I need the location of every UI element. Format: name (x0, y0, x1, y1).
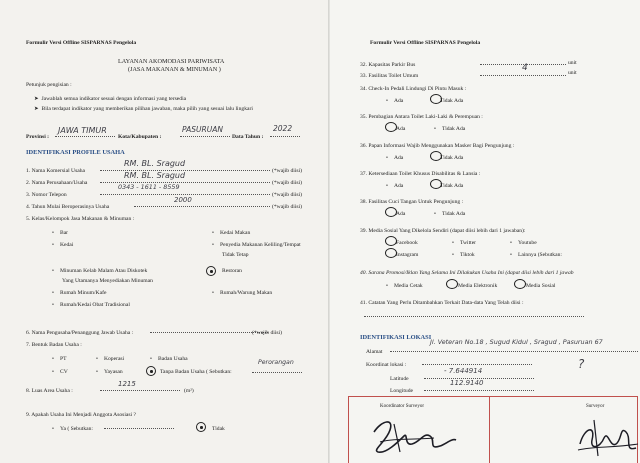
q41-line (364, 310, 584, 317)
option-kelab-cont: Yang Utamanya Menyediakan Minuman (62, 278, 153, 284)
tahun-label: Data Tahun : (232, 134, 264, 140)
q34-tidak-ada[interactable]: Tidak Ada (440, 98, 464, 104)
q8-value[interactable]: 1215 (118, 380, 136, 388)
surveyor-label: Surveyor (586, 404, 605, 409)
q4-required: (*wajib diisi) (272, 204, 302, 210)
q5-label: 5. Kelas/Kelompok Jasa Makanan & Minuman : (26, 216, 135, 222)
title-line-2: (JASA MAKANAN & MINUMAN ) (128, 66, 221, 73)
provinsi-label: Provinsi : (26, 134, 50, 140)
instruction-2: ➤ Bila terdapat indikator yang memberikan pilihan jawaban, maka pilih yang sesuai lalu lingkari (34, 106, 253, 112)
q37-label: 37. Ketersediaan Toilet Khusus Disabilitas & Lansia : (360, 171, 481, 177)
tanpa-value[interactable]: Perorangan (258, 359, 294, 366)
longitude-label: Longitude (390, 388, 413, 394)
section-lokasi-title: IDENTIFIKASI LOKASI (360, 334, 432, 341)
option-koperasi[interactable]: • Koperasi (96, 356, 124, 362)
option-facebook[interactable]: Facebook (396, 240, 418, 246)
q35-ada[interactable]: Ada (396, 126, 406, 132)
q39-label: 39. Media Sosial Yang Dikelola Sendiri (dapat diisi lebih dari 1 jawaban): (360, 228, 526, 234)
koordinat-label: Koordinat lokasi : (366, 362, 407, 368)
signature-divider (489, 397, 490, 463)
instruction-1: ➤ Jawablah semua indikator sesuai dengan informasi yang tersedia (34, 96, 187, 102)
q37-ada[interactable]: • Ada (386, 183, 403, 189)
option-kelab[interactable]: • Minuman Kelab Malam Atau Diskotek (52, 268, 147, 274)
option-ya[interactable]: • Ya ( Sebutkan: (52, 426, 93, 432)
media-elektronik-selected-mark (446, 279, 458, 289)
right-header: Formulir Versi Offline SISPARNAS Pengelola (370, 40, 481, 46)
q8-label: 8. Luas Area Usaha : (26, 388, 73, 394)
q36-ada[interactable]: • Ada (386, 155, 403, 161)
q38-label: 38. Fasilitas Cuci Tangan Untuk Pengunjung : (360, 199, 464, 205)
q36-tidak-ada[interactable]: Tidak Ada (440, 155, 464, 161)
option-rumah-minum[interactable]: • Rumah Minum/Kafe (52, 290, 106, 296)
kota-value[interactable]: PASURUAN (182, 125, 223, 134)
latitude-value[interactable]: - 7.644914 (444, 367, 483, 375)
q38-tidak-ada[interactable]: • Tidak Ada (434, 211, 465, 217)
q2-value[interactable]: RM. BL. Sragud (124, 171, 186, 180)
koordinator-signature (364, 412, 464, 460)
q32-label: 32. Kapasitas Parkir Bus (360, 62, 416, 68)
coordinate-question-mark: ? (578, 357, 585, 371)
tidak-selected-mark[interactable] (196, 422, 206, 432)
option-lainnya[interactable]: • Lainnya (Sebutkan: (510, 252, 562, 258)
q4-label: 4. Tahun Mulai Beroperasinya Usaha (26, 204, 110, 210)
surveyor-signature (574, 414, 640, 460)
q6-line (150, 326, 268, 333)
alamat-value[interactable]: Jl. Veteran No.18 , Sugud Kidul , Sragud , Pasuruan 67 (430, 338, 603, 346)
option-media-sosial[interactable]: Media Sosial (526, 283, 556, 289)
media-sosial-selected-mark (514, 279, 526, 289)
option-twitter[interactable]: • Twitter (452, 240, 476, 246)
q9-label: 9. Apakah Usaha Ini Menjadi Anggota Asosiasi ? (26, 412, 136, 418)
restoran-selected-mark[interactable] (206, 266, 216, 276)
q6-required: (*wajib diisi) (252, 330, 282, 336)
option-pt[interactable]: • PT (52, 356, 67, 362)
q6-label: 6. Nama Pengusaha/Penanggung Jawab Usaha : (26, 330, 134, 336)
q3-label: 3. Nomor Telepon (26, 192, 67, 198)
option-yayasan[interactable]: • Yayasan (96, 369, 123, 375)
option-tiktok[interactable]: • Tiktok (452, 252, 475, 258)
q35-tidak-ada[interactable]: • Tidak Ada (434, 126, 465, 132)
q1-label: 1. Nama Komersial Usaha (26, 168, 86, 174)
option-bar[interactable]: • Bar (52, 230, 68, 236)
q37-tidak-ada[interactable]: Tidak Ada (440, 183, 464, 189)
option-penyedia[interactable]: • Penyedia Makanan Keliling/Tempat (212, 242, 301, 248)
q33-value[interactable]: 4 (522, 63, 528, 73)
option-media-elektronik[interactable]: Media Elektronik (458, 283, 498, 289)
q8-unit: (m²) (184, 388, 194, 394)
option-tanpa-badan[interactable]: Tanpa Badan Usaha ( Sebutkan: (160, 369, 232, 375)
option-youtube[interactable]: • Youtube (510, 240, 537, 246)
q7-label: 7. Bentuk Badan Usaha : (26, 342, 82, 348)
q3-required: (*wajib diisi) (272, 192, 302, 198)
q1-value[interactable]: RM. BL. Sragud (124, 159, 186, 168)
option-rumah-makan[interactable]: • Rumah/Warung Makan (212, 290, 272, 296)
option-kedai-makan[interactable]: • Kedai Makan (212, 230, 250, 236)
option-instagram[interactable]: Instagram (396, 252, 419, 258)
q35-label: 35. Pembagian Antara Toilet Laki-Laki & Perempuan : (360, 114, 483, 120)
left-header: Formulir Versi Offline SISPARNAS Pengelola (26, 40, 137, 46)
option-tidak[interactable]: Tidak (212, 426, 225, 432)
q41-label: 41. Catatan Yang Perlu Ditambahkan Terkait Data-data Yang Telah diisi : (360, 300, 524, 306)
kota-label: Kota/Kabupaten : (118, 134, 162, 140)
q1-required: (*wajib diisi) (272, 168, 302, 174)
q2-required: (*wajib diisi) (272, 180, 302, 186)
q3-value[interactable]: 0343 - 1611 - 8559 (118, 183, 180, 191)
longitude-value[interactable]: 112.9140 (450, 379, 484, 387)
title-line-1: LAYANAN AKOMODASI PARIWISATA (118, 58, 225, 65)
section-profile-title: IDENTIFIKASI PROFILE USAHA (26, 149, 125, 156)
right-form-page (330, 0, 640, 463)
option-kedai[interactable]: • Kedai (52, 242, 73, 248)
ya-line (104, 422, 174, 429)
option-rumah-kedai[interactable]: • Rumah/Kedai Obat Tradisional (52, 302, 130, 308)
q33-label: 33. Fasilitas Toilet Umum (360, 73, 419, 79)
option-penyedia-cont: Tidak Tetap (222, 252, 249, 258)
tahun-value[interactable]: 2022 (273, 124, 293, 133)
q4-value[interactable]: 2000 (174, 196, 192, 204)
q34-label: 34. Check-In Pedali Lindungi Di Pintu Masuk : (360, 86, 467, 92)
tanpa-line (252, 366, 302, 373)
option-restoran[interactable]: Restoran (222, 268, 242, 274)
q4-line (134, 200, 270, 207)
latitude-label: Latitude (390, 376, 409, 382)
option-badan-usaha[interactable]: • Badan Usaha (150, 356, 188, 362)
koordinat-line (422, 358, 532, 365)
koordinator-label: Koordinator Surveyor (380, 404, 425, 409)
option-media-cetak[interactable]: • Media Cetak (386, 283, 423, 289)
q40-label: 40. Sarana Promosi/Iklan Yang Selama Ini Dilakukan Usaha Ini (dapat diisi lebih dari 1 jawab (360, 270, 574, 276)
q38-ada[interactable]: Ada (396, 211, 406, 217)
q8-line (100, 384, 180, 391)
alamat-label: Alamat (366, 349, 383, 355)
tanpa-selected-mark[interactable] (146, 366, 156, 376)
q32-unit: unit (568, 60, 577, 66)
q36-label: 36. Papan Informasi Wajib Menggunakan Masker Bagi Pengunjung : (360, 143, 515, 149)
q34-ada[interactable]: • Ada (386, 98, 403, 104)
provinsi-value[interactable]: JAWA TIMUR (58, 126, 107, 135)
instructions-label: Petunjuk pengisian : (26, 82, 72, 88)
q33-unit: unit (568, 70, 577, 76)
option-cv[interactable]: • CV (52, 369, 68, 375)
q2-label: 2. Nama Perusahaan/Usaha (26, 180, 88, 186)
